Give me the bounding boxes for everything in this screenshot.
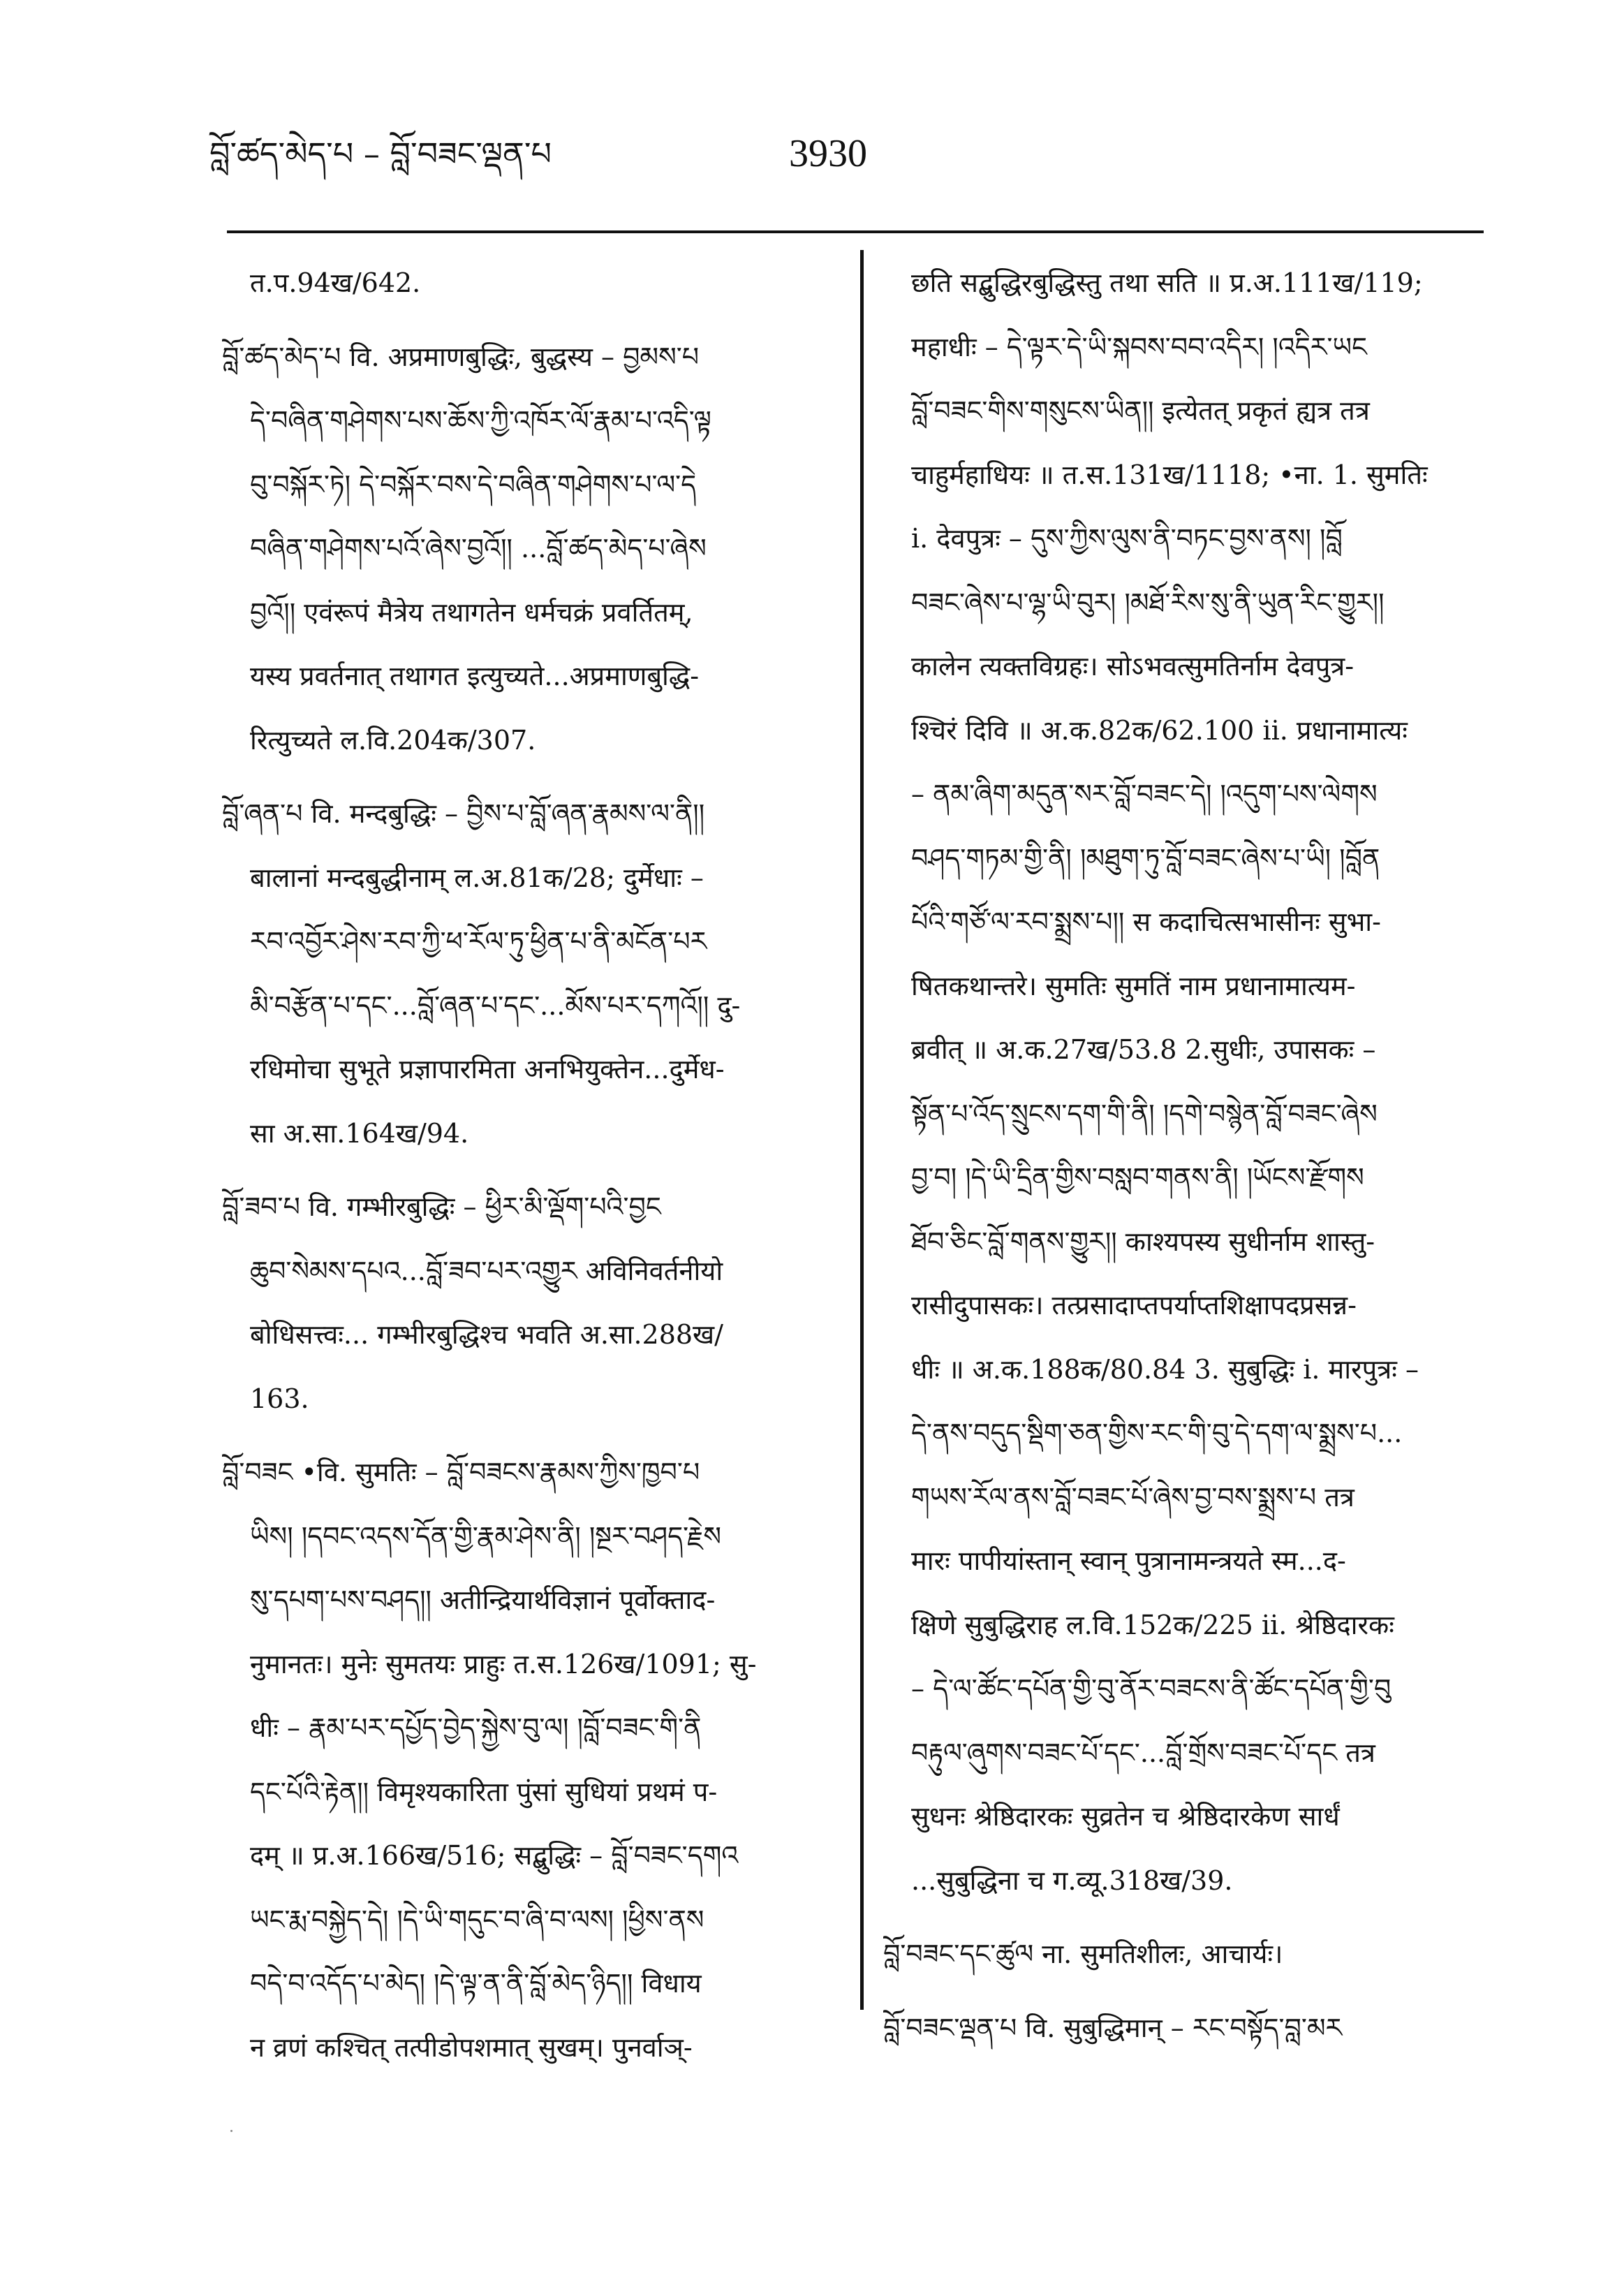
entry-line: བཤད་གཏམ་གྱི་ནི། །མཐུག་ཏུ་བློ་བཟང་ཞེས་པ་ཡི། །བློན: [911, 842, 1380, 874]
entry-line: न व्रणं कश्चित् तत्पीडोपशमात् सुखम्। पुनर्वाञ्-: [250, 2031, 693, 2063]
entry-line: ब्रवीत् ॥ अ.क.27ख/53.8 2.सुधीः, उपासकः –: [911, 1034, 1376, 1065]
headword-line: བློ་བཟང་དང་ཚུལ ना. सुमतिशीलः, आचार्यः।: [883, 1939, 1283, 1969]
entry-line: རབ་འབྱོར་ཤེས་རབ་ཀྱི་ཕ་རོལ་ཏུ་ཕྱིན་པ་ནི་མངོན་པར: [250, 926, 707, 957]
entry-line: रित्युच्यते ल.वि.204क/307.: [250, 724, 536, 756]
entry-line: चाहुर्महाधियः ॥ त.स.131ख/1118; •ना. 1. सुमतिः: [911, 459, 1428, 490]
entry-line: रधिमोचा सुभूते प्रज्ञापारमिता अनभियुक्तेन...दुर्मेध-: [250, 1054, 725, 1084]
entry-line: བཟང་ཞེས་པ་ལྷ་ཡི་བུར། །མཐོ་རིས་སུ་ནི་ཡུན་རིང་གྱུར།།: [911, 587, 1385, 618]
entry-line: बोधिसत्त्वः... गम्भीरबुद्धिश्च भवति अ.सा.288ख/: [250, 1319, 723, 1350]
entry-line: धीः – རྣམ་པར་དཔྱོད་བྱེད་སྐྱེས་བུ་ལ། །བློ་བཟང་གི་ནི: [250, 1712, 702, 1743]
entry-line: रासीदुपासकः। तत्प्रसादाप्तपर्याप्तशिक्षापदप्रसन्न-: [911, 1290, 1357, 1321]
entry-line: པོའི་གཙོ་ལ་རབ་སྨྲས་པ།། स कदाचित्सभासीनः सुभा-: [911, 906, 1381, 937]
entry-line: དེ་ནས་བདུད་སྡིག་ཅན་གྱིས་རང་གི་བུ་དེ་དག་ལ་སྨྲས་པ...: [911, 1418, 1403, 1448]
entry-line: དང་པོའི་རྟེན།། विमृश्यकारिता पुंसां सुधियां प्रथमं प-: [250, 1776, 718, 1807]
entry-line: महाधीः – དེ་ལྟར་དེ་ཡི་སྐབས་བབ་འདིར། །འདིར་ཡང: [911, 331, 1367, 362]
headword-line: བློ་ཞན་པ वि. मन्दबुद्धिः – བྱིས་པ་བློ་ཞན་རྣམས་ལ་ནི།།: [222, 798, 705, 829]
entry-line: सा अ.सा.164ख/94.: [250, 1117, 469, 1149]
entry-line: षितकथान्तरे। सुमतिः सुमतिं नाम प्रधानामात्यम-: [911, 970, 1356, 1001]
entry-line: ཆུབ་སེམས་དཔའ...བློ་ཟབ་པར་འགྱུར अविनिवर्तनीयो: [250, 1255, 723, 1286]
entry-line: मारः पापीयांस्तान् स्वान् पुत्रानामन्त्रयते स्म...द-: [911, 1545, 1346, 1576]
running-header-entries: བློ་ཚད་མེད་པ – བློ་བཟང་ལྡན་པ: [209, 135, 552, 172]
scan-speck: [230, 2130, 232, 2132]
entry-line: 163.: [250, 1383, 309, 1414]
entry-line: བདེ་བ་འདོད་པ་མེད། །དེ་ལྟ་ན་ནི་བློ་མེད་ཉིད།། विधाय: [250, 1968, 702, 1999]
entry-line: दम् ॥ प्र.अ.166ख/516; सद्बुद्धिः – བློ་བཟང་དགའ: [250, 1840, 739, 1871]
entry-line: གཡས་རོལ་ནས་བློ་བཟང་པོ་ཞེས་བྱ་བས་སྨྲས་པ तत्र: [911, 1481, 1354, 1513]
entry-line: བརྟུལ་ཞུགས་བཟང་པོ་དང་...བློ་གྲོས་བཟང་པོ་དང तत्र: [911, 1737, 1375, 1768]
entry-line: བློ་བཟང་གིས་གསུངས་ཡིན།། इत्येतत् प्रकृतं ह्यत्र तत्र: [911, 395, 1370, 426]
page-number: 3930: [789, 132, 867, 175]
entry-line: बालानां मन्दबुद्धीनाम् ल.अ.81क/28; दुर्मेधाः –: [250, 862, 704, 893]
entry-line: སྟོན་པ་འོད་སྲུངས་དག་གི་ནི། །དགེ་བསྙེན་བློ་བཟང་ཞེས: [911, 1098, 1378, 1129]
entry-line: བུ་བསྐོར་ཏེ། དེ་བསྐོར་བས་དེ་བཞིན་གཤེགས་པ་ལ་དེ: [250, 469, 697, 500]
entry-line: कालेन त्यक्तविग्रहः। सोऽभवत्सुमतिर्नाम देवपुत्र-: [911, 651, 1354, 682]
entry-line: i. देवपुत्रः – དུས་ཀྱིས་ལུས་ནི་བཏང་བྱས་ནས། །བློ: [911, 523, 1343, 554]
headword-line: བློ་ཚད་མེད་པ वि. अप्रमाणबुद्धिः, बुद्धस्य – བྱམས་པ: [222, 341, 700, 372]
header-rule: [227, 230, 1484, 233]
entry-line: त.प.94ख/642.: [250, 267, 421, 298]
entry-line: – དེ་ལ་ཚོང་དཔོན་གྱི་བུ་ནོར་བཟངས་ནི་ཚོང་དཔོན་གྱི་བུ: [911, 1673, 1392, 1704]
entry-line: श्चिरं दिवि ॥ अ.क.82क/62.100 ii. प्रधानामात्यः: [911, 714, 1408, 746]
headword-line: བློ་ཟབ་པ वि. गम्भीरबुद्धिः – ཕྱིར་མི་ལྡོག་པའི་བྱང: [222, 1191, 661, 1222]
entry-line: དེ་བཞིན་གཤེགས་པས་ཆོས་ཀྱི་འཁོར་ལོ་རྣམ་པ་འདི་ལྟ: [250, 405, 711, 436]
entry-line: नुमानतः। मुनेः सुमतयः प्राहुः त.स.126ख/1091; सु-: [250, 1648, 757, 1679]
column-divider: [860, 250, 864, 2010]
entry-line: यस्य प्रवर्तनात् तथागत इत्युच्यते...अप्रमाणबुद्धि-: [250, 661, 700, 691]
entry-line: धीः ॥ अ.क.188क/80.84 3. सुबुद्धिः i. मारपुत्रः –: [911, 1353, 1419, 1385]
left-column: [222, 251, 836, 2080]
entry-line: – ནམ་ཞིག་མདུན་སར་བློ་བཟང་དེ། །འདུག་པས་ལེགས: [911, 779, 1378, 809]
entry-line: མི་བརྩོན་པ་དང་...བློ་ཞན་པ་དང་...མོས་པར་དཀའོ།། दु-: [250, 990, 741, 1021]
entry-line: བཞིན་གཤེགས་པའོ་ཞེས་བྱའོ།། ...བློ་ཚད་མེད་པ་ཞེས: [250, 533, 707, 564]
entry-line: བྱའོ།། एवंरूपं मैत्रेय तथागतेन धर्मचक्रं प्रवर्तितम्,: [250, 596, 693, 628]
entry-line: छति सद्बुद्धिरबुद्धिस्तु तथा सति ॥ प्र.अ.111ख/119;: [911, 267, 1423, 298]
entry-line: ཐོབ་ཅིང་བློ་གནས་གྱུར།། काश्यपस्य सुधीर्नाम शास्तु-: [911, 1226, 1375, 1257]
entry-line: सुधनः श्रेष्ठिदारकः सुव्रतेन च श्रेष्ठिदारकेण सार्धं: [911, 1801, 1340, 1832]
entry-line: ཡང་རྨ་བསྐྱེད་དེ། །དེ་ཡི་གདུང་བ་ཞི་བ་ལས། །ཕྱིས་ནས: [250, 1904, 704, 1935]
right-column: [883, 251, 1498, 2060]
entry-line: བྱ་བ། །དེ་ཡི་དྲིན་གྱིས་བསླབ་གནས་ནི། །ཡོངས་རྫོགས: [911, 1162, 1364, 1193]
headword-line: བློ་བཟང་ལྡན་པ वि. सुबुद्धिमान् – རང་བསྟོད་བླ་མར: [883, 2012, 1343, 2043]
headword-line: བློ་བཟང •वि. सुमतिः – བློ་བཟངས་རྣམས་ཀྱིས་ཁྱབ་པ: [222, 1457, 700, 1487]
entry-line: སུ་དཔག་པས་བཤད།། अतीन्द्रियार्थविज्ञानं पूर्वोक्ताद-: [250, 1585, 716, 1615]
entry-line: ...सुबुद्धिना च ग.व्यू.318ख/39.: [911, 1865, 1233, 1896]
entry-line: क्षिणे सुबुद्धिराह ल.वि.152क/225 ii. श्रेष्ठिदारकः: [911, 1609, 1394, 1640]
entry-line: ཡིས། །དབང་འདས་དོན་གྱི་རྣམ་ཤེས་ནི། །སྔར་བཤད་རྗེས: [250, 1520, 721, 1552]
